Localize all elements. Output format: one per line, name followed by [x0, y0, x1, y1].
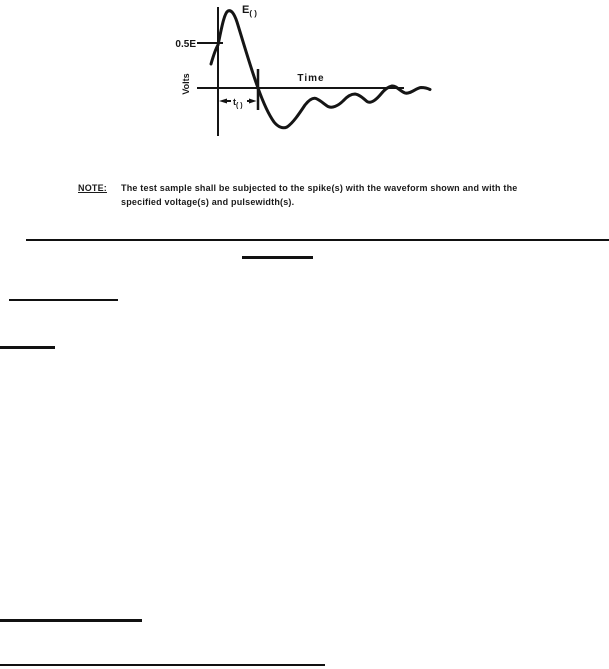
- note-text: [121, 181, 533, 209]
- paragraph-heading-underline-1: [9, 299, 118, 301]
- y-axis-label: Volts: [181, 73, 191, 95]
- paragraph-heading-underline-2: [0, 346, 55, 349]
- x-axis-label: Time: [297, 73, 325, 84]
- note-line-2: with the specified voltage(s) and pulsewidth(s).: [121, 183, 518, 207]
- spike-waveform-figure: [0, 0, 609, 165]
- half-amplitude-label: 0.5E: [175, 39, 196, 50]
- right-arrowhead-icon: [249, 99, 257, 104]
- footnote-heading-underline: [0, 619, 142, 622]
- footnote-divider-rule: [0, 664, 325, 666]
- section-divider-rule: [26, 239, 609, 241]
- peak-label: $E_{( )}$: [242, 4, 257, 18]
- note-block: [78, 181, 548, 209]
- pulse-width-label: $t_{( )}$: [233, 97, 243, 110]
- note-label: NOTE:: [78, 183, 107, 193]
- centered-heading-underline: [242, 256, 313, 259]
- note-line-1: The test sample shall be subjected to the spike(s) with the waveform shown and: [121, 183, 480, 193]
- spike-waveform-curve: [211, 11, 430, 128]
